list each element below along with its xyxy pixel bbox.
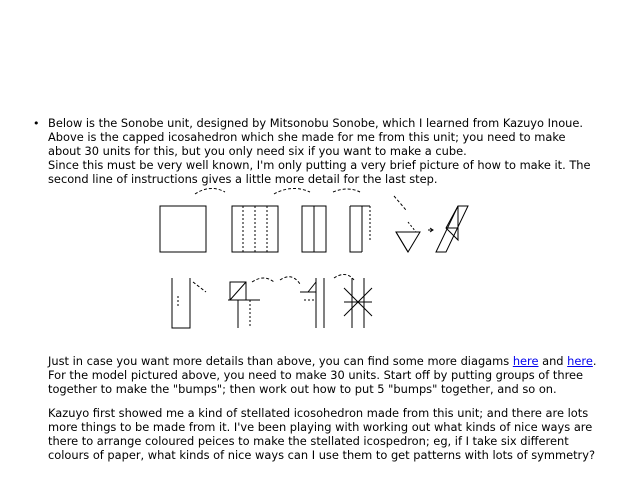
intro-paragraph [48,116,628,186]
details-period: . [592,354,597,368]
detail-step-c [300,278,324,328]
details-line [48,354,628,368]
detail-step-d [352,278,364,328]
details-and: and [542,354,564,368]
details-paragraph [48,354,628,396]
fold-arrow [333,189,360,192]
step2-square [232,206,278,252]
sonobe-folding-diagram [140,182,480,342]
intro-line: Above is the capped icosahedron which she made for me from this unit; you need to make [48,130,566,144]
intro-line: Below is the Sonobe unit, designed by Mitsonobu Sonobe, which I learned from Kazuyo Inoue. [48,116,584,130]
stellated-line: colours of paper, what kinds of nice ways can I use them to get patterns with lots of symmetry? [48,448,596,462]
details-line-text: Just in case you want more details than above, you can find some more diagams [48,354,510,368]
step6-unit [436,206,468,252]
stellated-line: Kazuyo first showed me a kind of stellated icosohedron made from this unit; and there are lots [48,406,589,420]
fold-arrow [252,278,274,282]
stellated-line: there to arrange coloured peices to make the stellated icospedron; eg, if I take six different [48,434,569,448]
stellated-line: more things to be made from it. I've been playing with working out what kinds of nice ways are [48,420,593,434]
details-line: For the model pictured above, you need to make 30 units. Start off by putting groups of three [48,368,584,382]
intro-line: second line of instructions gives a little more detail for the last step. [48,172,438,186]
fold-arrow [193,282,206,292]
fold-arrow [195,188,225,194]
more-diagrams-link-2[interactable]: here [567,354,593,368]
step4-folded [350,206,370,252]
step1-square [160,206,206,252]
fold-arrow [334,274,354,280]
intro-line: Since this must be very well known, I'm only putting a very brief picture of how to make it. The [48,158,591,172]
fold-arrow [280,277,300,284]
step5-folded [396,232,420,252]
stellated-paragraph [48,406,628,462]
details-line: together to make the "bumps"; then work out how to put 5 "bumps" together, and so on. [48,382,557,396]
fold-arrow [274,188,310,194]
more-diagrams-link-1[interactable]: here [512,354,539,368]
intro-line: about 30 units for this, but you only need six if you want to make a cube. [48,144,467,158]
list-bullet: • [33,117,40,130]
fold-arrow [394,196,406,210]
detail-step-a [172,278,190,328]
